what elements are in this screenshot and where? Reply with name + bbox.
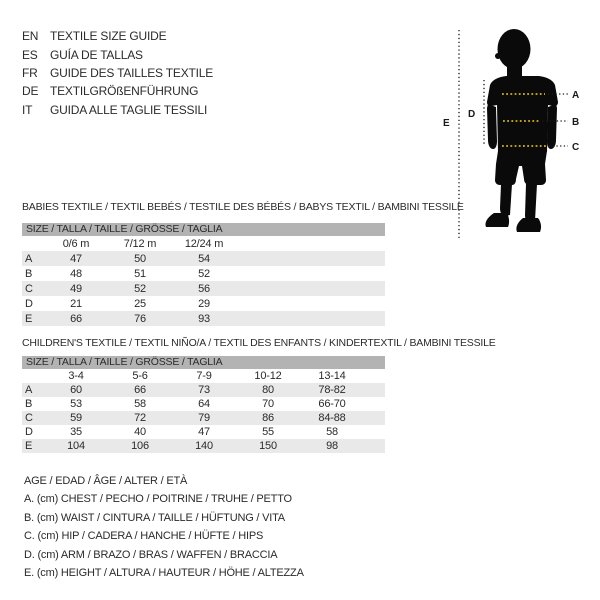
value-cell: 40 (134, 426, 146, 438)
value-cell: 55 (262, 426, 274, 438)
table-header-row (22, 369, 385, 383)
value-cell: 76 (134, 312, 146, 325)
child-silhouette (485, 29, 558, 232)
row-label-cell: A (25, 384, 33, 396)
value-cell: 48 (70, 267, 82, 280)
value-cell: 73 (198, 384, 210, 396)
value-cell: 54 (198, 252, 210, 265)
value-cell: 60 (70, 384, 82, 396)
value-cell: 47 (70, 252, 82, 265)
babies-table-body (22, 236, 385, 326)
legend-waist-line: B. (cm) WAIST / CINTURA / TAILLE / HÜFTUNG / VITA (24, 511, 285, 524)
legend-height-line: E. (cm) HEIGHT / ALTURA / HAUTEUR / HÖHE / ALTEZZA (24, 566, 304, 579)
language-code: DE (22, 84, 39, 99)
value-cell: 98 (326, 440, 338, 452)
language-label: TEXTILE SIZE GUIDE (50, 29, 167, 44)
language-code: IT (22, 102, 33, 117)
column-header-cell: 7-9 (196, 370, 212, 382)
value-cell: 52 (198, 267, 210, 280)
value-cell: 25 (134, 297, 146, 310)
row-label-cell: B (25, 398, 33, 410)
value-cell: 66-70 (318, 398, 346, 410)
value-cell: 51 (134, 267, 146, 280)
table-row (22, 425, 385, 439)
language-label: TEXTILGRÖßENFÜHRUNG (50, 84, 199, 99)
value-cell: 78-82 (318, 384, 346, 396)
value-cell: 47 (198, 426, 210, 438)
language-label: GUIDE DES TAILLES TEXTILE (50, 65, 214, 80)
value-cell: 72 (134, 412, 146, 424)
language-row-fr (22, 64, 213, 82)
label-waist-b: B (572, 117, 580, 128)
table-row (22, 266, 385, 281)
value-cell: 150 (259, 440, 277, 452)
column-header-cell: 3-4 (68, 370, 84, 382)
language-row-es (22, 45, 213, 63)
value-cell: 106 (131, 440, 149, 452)
children-table-body (22, 369, 385, 453)
babies-size-table (22, 223, 385, 326)
column-header-cell: 0/6 m (62, 237, 90, 250)
value-cell: 56 (198, 282, 210, 295)
column-header-cell: 7/12 m (123, 237, 157, 250)
language-label: GUIDA ALLE TAGLIE TESSILI (50, 102, 208, 117)
table-row (22, 383, 385, 397)
value-cell: 58 (326, 426, 338, 438)
value-cell: 70 (262, 398, 274, 410)
table-row (22, 296, 385, 311)
language-list (22, 27, 213, 119)
legend-chest-line: A. (cm) CHEST / PECHO / POITRINE / TRUHE / PETTO (24, 493, 292, 506)
measurement-legend (24, 472, 304, 582)
value-cell: 52 (134, 282, 146, 295)
table-row (22, 439, 385, 453)
value-cell: 29 (198, 297, 210, 310)
value-cell: 79 (198, 412, 210, 424)
value-cell: 86 (262, 412, 274, 424)
label-chest-a: A (572, 90, 580, 101)
value-cell: 140 (195, 440, 213, 452)
table-row (22, 251, 385, 266)
value-cell: 84-88 (318, 412, 346, 424)
value-cell: 93 (198, 312, 210, 325)
language-row-it (22, 101, 213, 119)
value-cell: 49 (70, 282, 82, 295)
table-row (22, 397, 385, 411)
row-label-cell: D (25, 297, 33, 310)
legend-age-line: AGE / EDAD / ÂGE / ALTER / ETÀ (24, 475, 188, 487)
value-cell: 58 (134, 398, 146, 410)
language-row-en (22, 27, 213, 45)
value-cell: 35 (70, 426, 82, 438)
language-row-de (22, 82, 213, 100)
label-hip-c: C (572, 142, 580, 153)
language-label: GUÍA DE TALLAS (50, 47, 143, 62)
table-row (22, 281, 385, 296)
children-section-title: CHILDREN'S TEXTILE / TEXTIL NIÑO/A / TEXTIL DES ENFANTS / KINDERTEXTIL / BAMBINI TESSILE (22, 337, 496, 349)
row-label-cell: E (25, 312, 33, 325)
row-label-cell: D (25, 426, 33, 438)
value-cell: 64 (198, 398, 210, 410)
row-label-cell: E (25, 440, 33, 452)
legend-hip-line: C. (cm) HIP / CADERA / HANCHE / HÜFTE / HIPS (24, 530, 264, 543)
row-label-cell: A (25, 252, 33, 265)
table-row (22, 311, 385, 326)
row-label-cell: B (25, 267, 33, 280)
children-size-table (22, 356, 385, 453)
value-cell: 21 (70, 297, 82, 310)
value-cell: 104 (67, 440, 85, 452)
value-cell: 66 (70, 312, 82, 325)
table-header-row (22, 236, 385, 251)
value-cell: 80 (262, 384, 274, 396)
label-height-e: E (443, 118, 450, 129)
column-header-cell: 12/24 m (184, 237, 224, 250)
row-label-cell: C (25, 412, 33, 424)
children-size-header-bar: SIZE / TALLA / TAILLE / GRÖSSE / TAGLIA (22, 356, 385, 369)
babies-section-title: BABIES TEXTILE / TEXTIL BEBÉS / TESTILE DES BÉBÉS / BABYS TEXTIL / BAMBINI TESSILE (22, 201, 464, 213)
column-header-cell: 13-14 (318, 370, 346, 382)
value-cell: 66 (134, 384, 146, 396)
language-code: EN (22, 29, 39, 44)
language-code: ES (22, 47, 38, 62)
column-header-cell: 5-6 (132, 370, 148, 382)
value-cell: 50 (134, 252, 146, 265)
babies-size-header-bar: SIZE / TALLA / TAILLE / GRÖSSE / TAGLIA (22, 223, 385, 236)
column-header-cell: 10-12 (254, 370, 282, 382)
language-code: FR (22, 65, 38, 80)
row-label-cell: C (25, 282, 33, 295)
legend-arm-line: D. (cm) ARM / BRAZO / BRAS / WAFFEN / BRACCIA (24, 548, 278, 561)
value-cell: 59 (70, 412, 82, 424)
table-row (22, 411, 385, 425)
label-arm-d: D (468, 109, 476, 120)
value-cell: 53 (70, 398, 82, 410)
